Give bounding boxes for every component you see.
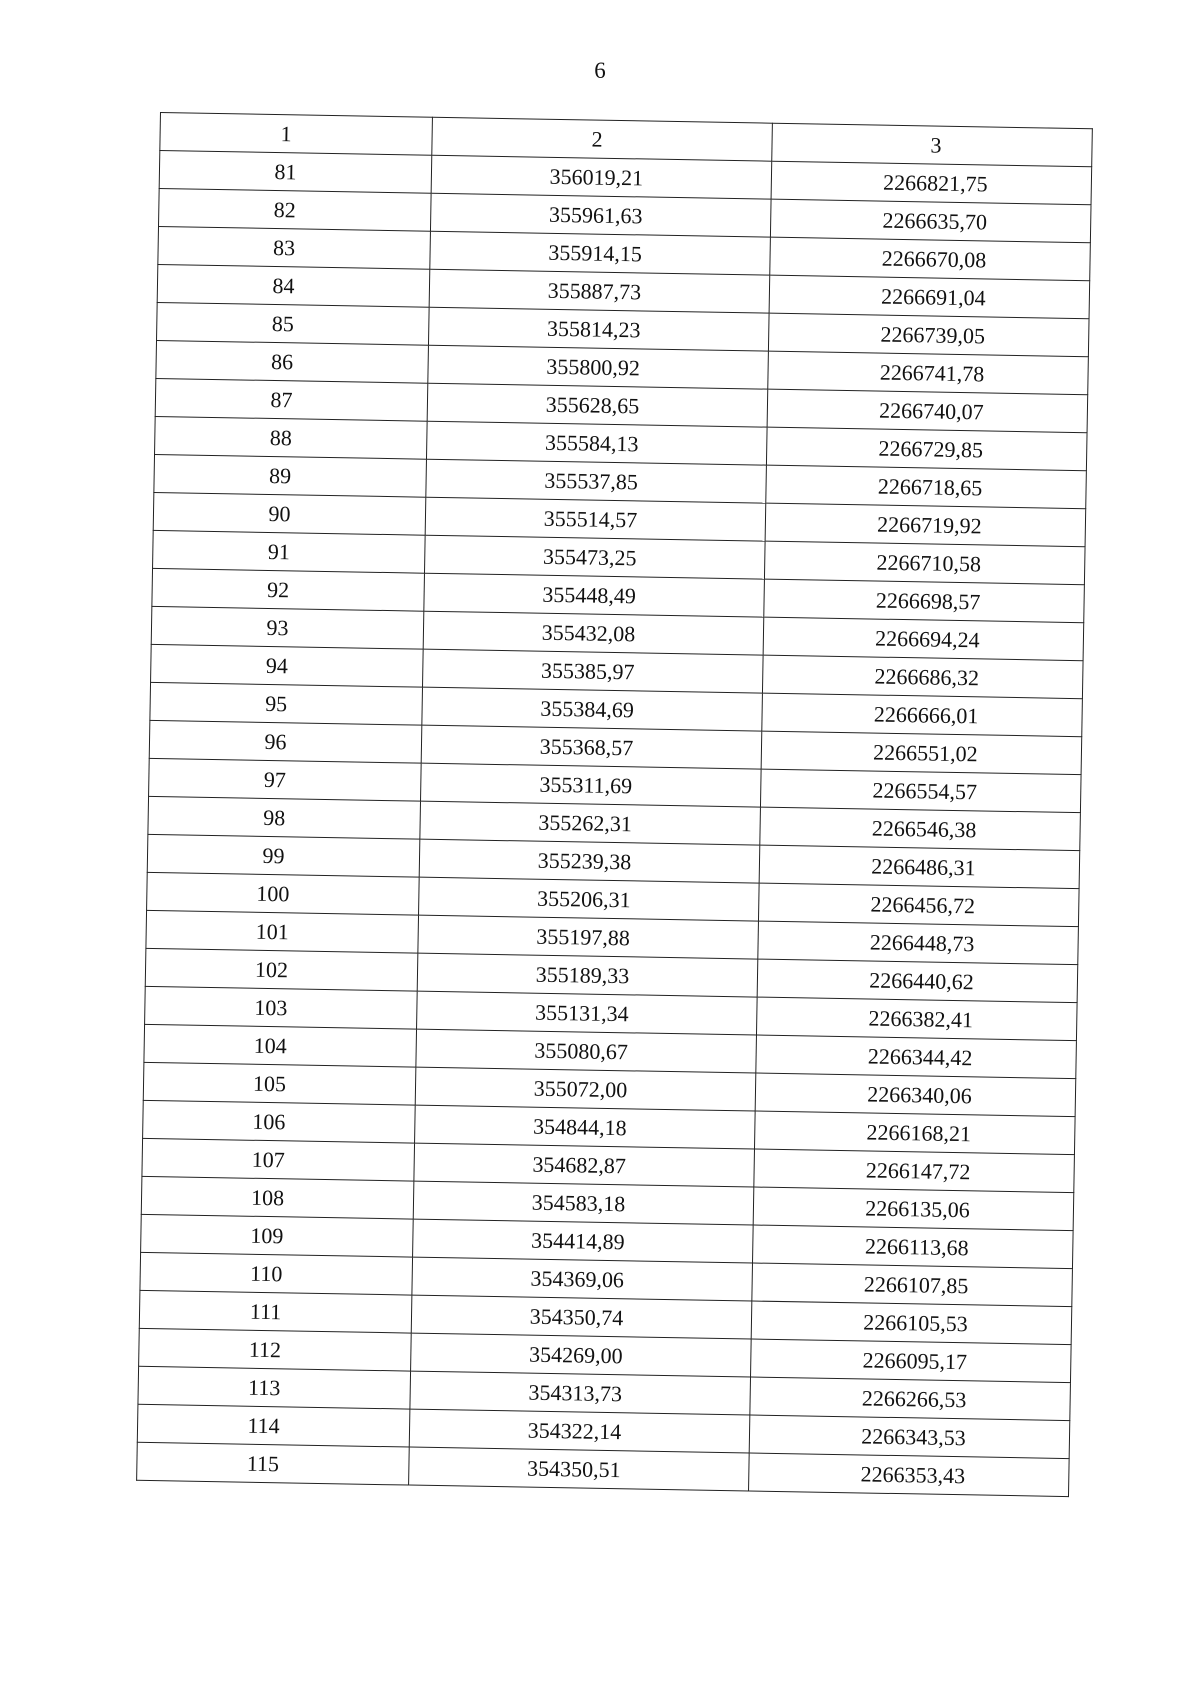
y-coordinate-cell: 2266666,01 [762, 693, 1083, 737]
x-coordinate-cell: 355385,97 [423, 649, 764, 693]
x-coordinate-cell: 354350,51 [409, 1447, 750, 1491]
y-coordinate-cell: 2266554,57 [760, 769, 1081, 813]
x-coordinate-cell: 355131,34 [417, 991, 758, 1035]
y-coordinate-cell: 2266168,21 [754, 1111, 1075, 1155]
point-number-cell: 96 [149, 720, 422, 763]
y-coordinate-cell: 2266729,85 [766, 427, 1087, 471]
y-coordinate-cell: 2266440,62 [757, 959, 1078, 1003]
y-coordinate-cell: 2266741,78 [768, 351, 1089, 395]
point-number-cell: 86 [156, 340, 429, 383]
x-coordinate-cell: 354844,18 [415, 1105, 756, 1149]
point-number-cell: 100 [147, 872, 420, 915]
point-number-cell: 81 [159, 151, 432, 194]
y-coordinate-cell: 2266343,53 [749, 1415, 1070, 1459]
point-number-cell: 108 [141, 1176, 414, 1219]
y-coordinate-cell: 2266740,07 [767, 389, 1088, 433]
y-coordinate-cell: 2266266,53 [750, 1377, 1071, 1421]
x-coordinate-cell: 355448,49 [424, 573, 765, 617]
x-coordinate-cell: 355887,73 [429, 269, 770, 313]
x-coordinate-cell: 354313,73 [410, 1371, 751, 1415]
point-number-cell: 107 [142, 1138, 415, 1181]
y-coordinate-cell: 2266739,05 [768, 313, 1089, 357]
point-number-cell: 109 [141, 1214, 414, 1257]
point-number-cell: 91 [153, 530, 426, 573]
y-coordinate-cell: 2266718,65 [766, 465, 1087, 509]
point-number-cell: 97 [149, 758, 422, 801]
y-coordinate-cell: 2266670,08 [770, 237, 1091, 281]
x-coordinate-cell: 355080,67 [416, 1029, 757, 1073]
y-coordinate-cell: 2266486,31 [759, 845, 1080, 889]
point-number-cell: 101 [146, 910, 419, 953]
x-coordinate-cell: 355384,69 [422, 687, 763, 731]
y-coordinate-cell: 2266694,24 [763, 617, 1084, 661]
x-coordinate-cell: 356019,21 [431, 155, 772, 199]
y-coordinate-cell: 2266353,43 [749, 1453, 1070, 1497]
point-number-cell: 83 [158, 226, 431, 269]
column-header-2: 2 [432, 117, 773, 161]
point-number-cell: 93 [151, 606, 424, 649]
x-coordinate-cell: 355514,57 [425, 497, 766, 541]
y-coordinate-cell: 2266344,42 [756, 1035, 1077, 1079]
point-number-cell: 84 [157, 264, 430, 307]
x-coordinate-cell: 355311,69 [421, 763, 762, 807]
x-coordinate-cell: 354682,87 [414, 1143, 755, 1187]
point-number-cell: 89 [154, 454, 427, 497]
x-coordinate-cell: 355628,65 [427, 383, 768, 427]
point-number-cell: 114 [137, 1404, 410, 1447]
point-number-cell: 110 [140, 1252, 413, 1295]
column-header-1: 1 [160, 113, 433, 156]
point-number-cell: 92 [152, 568, 425, 611]
page-number: 6 [594, 58, 606, 83]
x-coordinate-cell: 355197,88 [418, 915, 759, 959]
point-number-cell: 87 [155, 378, 428, 421]
x-coordinate-cell: 354269,00 [411, 1333, 752, 1377]
point-number-cell: 98 [148, 796, 421, 839]
y-coordinate-cell: 2266821,75 [771, 161, 1092, 205]
x-coordinate-cell: 355961,63 [430, 193, 771, 237]
x-coordinate-cell: 355368,57 [421, 725, 762, 769]
x-coordinate-cell: 355072,00 [415, 1067, 756, 1111]
y-coordinate-cell: 2266095,17 [751, 1339, 1072, 1383]
y-coordinate-cell: 2266107,85 [752, 1263, 1073, 1307]
point-number-cell: 88 [155, 416, 428, 459]
x-coordinate-cell: 355800,92 [428, 345, 769, 389]
point-number-cell: 82 [159, 188, 432, 231]
x-coordinate-cell: 354583,18 [413, 1181, 754, 1225]
y-coordinate-cell: 2266635,70 [770, 199, 1091, 243]
y-coordinate-cell: 2266686,32 [762, 655, 1083, 699]
y-coordinate-cell: 2266105,53 [751, 1301, 1072, 1345]
y-coordinate-cell: 2266340,06 [755, 1073, 1076, 1117]
point-number-cell: 90 [153, 492, 426, 535]
y-coordinate-cell: 2266691,04 [769, 275, 1090, 319]
point-number-cell: 104 [144, 1024, 417, 1067]
point-number-cell: 111 [139, 1290, 412, 1333]
point-number-cell: 103 [145, 986, 418, 1029]
y-coordinate-cell: 2266135,06 [753, 1187, 1074, 1231]
x-coordinate-cell: 355239,38 [419, 839, 760, 883]
table-body [137, 151, 1092, 1497]
x-coordinate-cell: 355432,08 [423, 611, 764, 655]
y-coordinate-cell: 2266710,58 [764, 541, 1085, 585]
point-number-cell: 102 [145, 948, 418, 991]
point-number-cell: 95 [150, 682, 423, 725]
point-number-cell: 94 [151, 644, 424, 687]
x-coordinate-cell: 355189,33 [417, 953, 758, 997]
y-coordinate-cell: 2266113,68 [753, 1225, 1074, 1269]
x-coordinate-cell: 355206,31 [419, 877, 760, 921]
x-coordinate-cell: 355814,23 [428, 307, 769, 351]
y-coordinate-cell: 2266546,38 [760, 807, 1081, 851]
y-coordinate-cell: 2266551,02 [761, 731, 1082, 775]
point-number-cell: 112 [139, 1328, 412, 1371]
x-coordinate-cell: 354350,74 [411, 1295, 752, 1339]
y-coordinate-cell: 2266719,92 [765, 503, 1086, 547]
point-number-cell: 106 [143, 1100, 416, 1143]
y-coordinate-cell: 2266382,41 [756, 997, 1077, 1041]
x-coordinate-cell: 355537,85 [426, 459, 767, 503]
x-coordinate-cell: 355473,25 [424, 535, 765, 579]
point-number-cell: 85 [157, 302, 430, 345]
column-header-3: 3 [772, 123, 1093, 167]
point-number-cell: 115 [137, 1442, 410, 1485]
x-coordinate-cell: 355584,13 [426, 421, 767, 465]
coordinates-table [136, 112, 1093, 1497]
y-coordinate-cell: 2266698,57 [764, 579, 1085, 623]
x-coordinate-cell: 354322,14 [409, 1409, 750, 1453]
x-coordinate-cell: 354369,06 [412, 1257, 753, 1301]
point-number-cell: 99 [147, 834, 420, 877]
point-number-cell: 105 [143, 1062, 416, 1105]
x-coordinate-cell: 355262,31 [420, 801, 761, 845]
point-number-cell: 113 [138, 1366, 411, 1409]
y-coordinate-cell: 2266147,72 [754, 1149, 1075, 1193]
y-coordinate-cell: 2266456,72 [758, 883, 1079, 927]
x-coordinate-cell: 355914,15 [430, 231, 771, 275]
x-coordinate-cell: 354414,89 [413, 1219, 754, 1263]
y-coordinate-cell: 2266448,73 [758, 921, 1079, 965]
